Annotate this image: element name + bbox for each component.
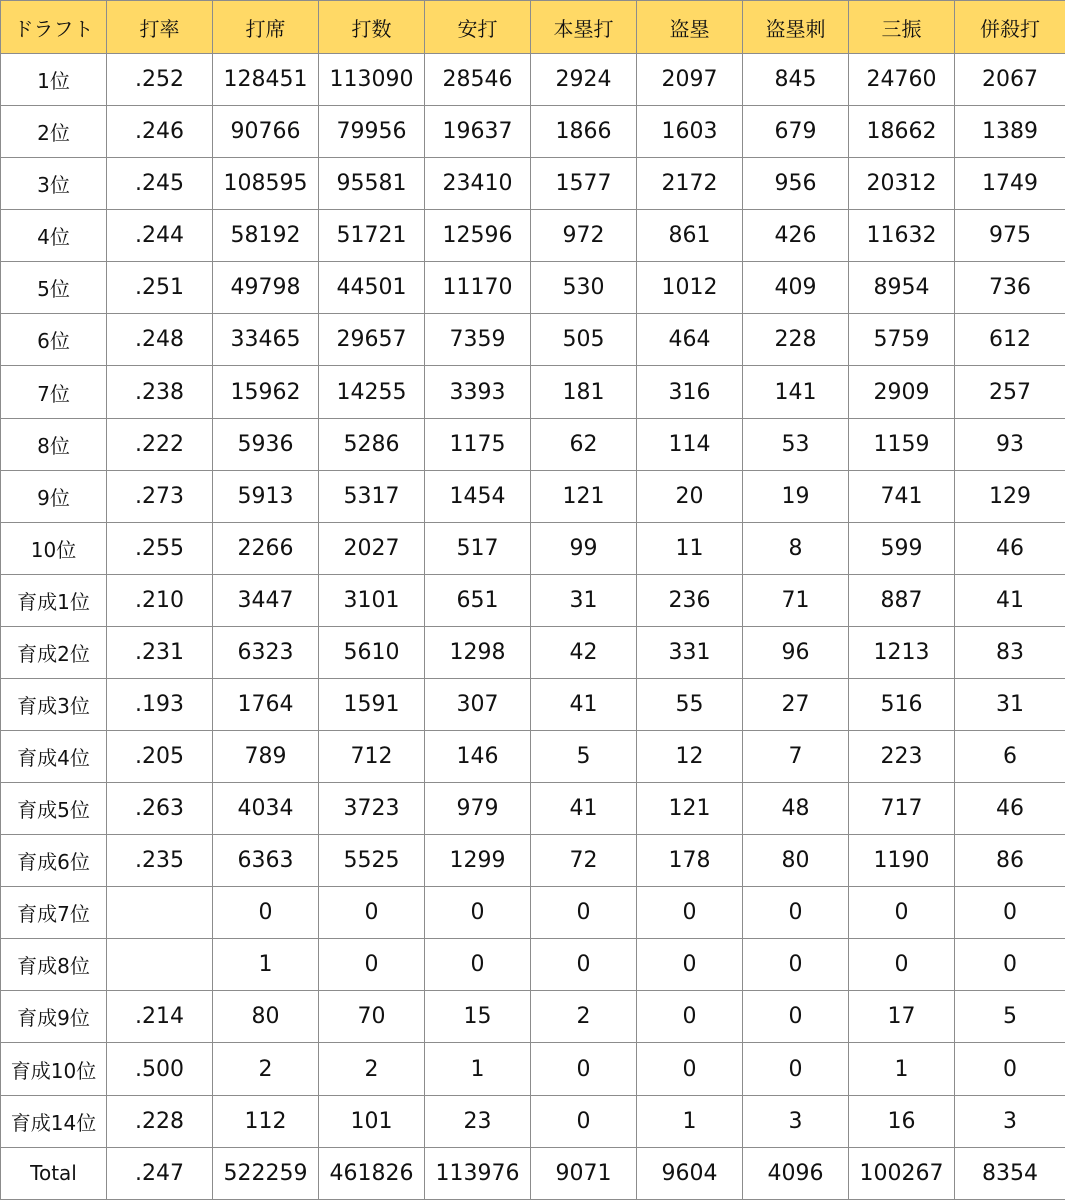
cell-draft-round: 育成8位 [1,939,107,991]
cell-caught-stealing: 27 [743,678,849,730]
cell-stolen-bases: 178 [637,835,743,887]
cell-caught-stealing: 0 [743,1043,849,1095]
cell-hits: 23410 [425,158,531,210]
cell-hits: 651 [425,574,531,626]
cell-hits: 15 [425,991,531,1043]
cell-caught-stealing: 845 [743,54,849,106]
cell-draft-round: 育成14位 [1,1095,107,1147]
table-body [1,54,1065,1200]
table-row [1,262,1065,314]
cell-stolen-bases: 0 [637,939,743,991]
cell-at-bats: 5286 [319,418,425,470]
cell-hits: 0 [425,887,531,939]
cell-batting-average: .222 [107,418,213,470]
cell-at-bats: 95581 [319,158,425,210]
cell-double-plays: 3 [955,1095,1065,1147]
cell-caught-stealing: 8 [743,522,849,574]
cell-at-bats: 44501 [319,262,425,314]
header-at-bats: 打数 [319,1,425,54]
cell-hits: 23 [425,1095,531,1147]
cell-batting-average [107,887,213,939]
table-row [1,314,1065,366]
table-row [1,470,1065,522]
cell-draft-round: Total [1,1147,107,1199]
cell-home-runs: 0 [531,1095,637,1147]
cell-caught-stealing: 53 [743,418,849,470]
cell-plate-appearances: 33465 [213,314,319,366]
cell-strikeouts: 18662 [849,106,955,158]
table-row [1,366,1065,418]
cell-strikeouts: 11632 [849,210,955,262]
cell-hits: 1175 [425,418,531,470]
cell-plate-appearances: 0 [213,887,319,939]
cell-stolen-bases: 2097 [637,54,743,106]
cell-hits: 28546 [425,54,531,106]
cell-home-runs: 0 [531,887,637,939]
header-strikeouts: 三振 [849,1,955,54]
cell-batting-average: .228 [107,1095,213,1147]
cell-plate-appearances: 2266 [213,522,319,574]
cell-double-plays: 86 [955,835,1065,887]
cell-draft-round: 育成4位 [1,731,107,783]
cell-hits: 19637 [425,106,531,158]
cell-batting-average: .245 [107,158,213,210]
cell-home-runs: 2924 [531,54,637,106]
header-home-runs: 本塁打 [531,1,637,54]
cell-hits: 0 [425,939,531,991]
table-row [1,783,1065,835]
total-row [1,1147,1065,1199]
cell-strikeouts: 1213 [849,626,955,678]
cell-home-runs: 41 [531,678,637,730]
cell-hits: 1299 [425,835,531,887]
cell-double-plays: 8354 [955,1147,1065,1199]
table-row [1,522,1065,574]
cell-double-plays: 46 [955,522,1065,574]
cell-batting-average: .247 [107,1147,213,1199]
cell-plate-appearances: 789 [213,731,319,783]
cell-at-bats: 14255 [319,366,425,418]
cell-double-plays: 129 [955,470,1065,522]
cell-double-plays: 5 [955,991,1065,1043]
cell-batting-average [107,939,213,991]
cell-draft-round: 育成6位 [1,835,107,887]
cell-home-runs: 41 [531,783,637,835]
cell-draft-round: 4位 [1,210,107,262]
cell-draft-round: 8位 [1,418,107,470]
cell-plate-appearances: 5913 [213,470,319,522]
cell-draft-round: 育成9位 [1,991,107,1043]
cell-stolen-bases: 236 [637,574,743,626]
cell-stolen-bases: 331 [637,626,743,678]
cell-strikeouts: 516 [849,678,955,730]
cell-strikeouts: 887 [849,574,955,626]
table-row [1,574,1065,626]
table-row [1,54,1065,106]
cell-at-bats: 113090 [319,54,425,106]
table-row [1,887,1065,939]
cell-batting-average: .193 [107,678,213,730]
cell-draft-round: 育成3位 [1,678,107,730]
cell-at-bats: 2027 [319,522,425,574]
cell-stolen-bases: 0 [637,887,743,939]
cell-stolen-bases: 1 [637,1095,743,1147]
cell-plate-appearances: 108595 [213,158,319,210]
cell-at-bats: 70 [319,991,425,1043]
cell-plate-appearances: 49798 [213,262,319,314]
table-row [1,835,1065,887]
cell-double-plays: 1389 [955,106,1065,158]
cell-stolen-bases: 114 [637,418,743,470]
cell-strikeouts: 2909 [849,366,955,418]
table-row [1,991,1065,1043]
cell-stolen-bases: 11 [637,522,743,574]
cell-home-runs: 972 [531,210,637,262]
cell-draft-round: 育成5位 [1,783,107,835]
cell-double-plays: 612 [955,314,1065,366]
cell-strikeouts: 5759 [849,314,955,366]
cell-double-plays: 41 [955,574,1065,626]
cell-caught-stealing: 228 [743,314,849,366]
table-row [1,418,1065,470]
cell-hits: 979 [425,783,531,835]
cell-caught-stealing: 679 [743,106,849,158]
cell-home-runs: 0 [531,939,637,991]
cell-double-plays: 46 [955,783,1065,835]
cell-double-plays: 257 [955,366,1065,418]
cell-caught-stealing: 141 [743,366,849,418]
cell-draft-round: 5位 [1,262,107,314]
cell-double-plays: 0 [955,1043,1065,1095]
cell-plate-appearances: 522259 [213,1147,319,1199]
cell-hits: 1454 [425,470,531,522]
table-row [1,939,1065,991]
cell-strikeouts: 1 [849,1043,955,1095]
cell-caught-stealing: 956 [743,158,849,210]
cell-double-plays: 93 [955,418,1065,470]
cell-hits: 113976 [425,1147,531,1199]
cell-caught-stealing: 19 [743,470,849,522]
cell-stolen-bases: 20 [637,470,743,522]
cell-draft-round: 6位 [1,314,107,366]
cell-plate-appearances: 1764 [213,678,319,730]
cell-home-runs: 1577 [531,158,637,210]
cell-stolen-bases: 1603 [637,106,743,158]
cell-at-bats: 5610 [319,626,425,678]
cell-plate-appearances: 128451 [213,54,319,106]
cell-draft-round: 9位 [1,470,107,522]
cell-batting-average: .238 [107,366,213,418]
table-row [1,678,1065,730]
cell-stolen-bases: 2172 [637,158,743,210]
cell-home-runs: 5 [531,731,637,783]
cell-stolen-bases: 12 [637,731,743,783]
cell-plate-appearances: 58192 [213,210,319,262]
cell-batting-average: .251 [107,262,213,314]
cell-at-bats: 5525 [319,835,425,887]
table-row [1,1095,1065,1147]
cell-strikeouts: 1190 [849,835,955,887]
cell-hits: 3393 [425,366,531,418]
cell-caught-stealing: 96 [743,626,849,678]
cell-strikeouts: 8954 [849,262,955,314]
cell-stolen-bases: 861 [637,210,743,262]
cell-stolen-bases: 1012 [637,262,743,314]
cell-strikeouts: 17 [849,991,955,1043]
cell-at-bats: 0 [319,939,425,991]
cell-double-plays: 83 [955,626,1065,678]
cell-batting-average: .263 [107,783,213,835]
cell-plate-appearances: 3447 [213,574,319,626]
cell-strikeouts: 16 [849,1095,955,1147]
cell-caught-stealing: 0 [743,887,849,939]
cell-double-plays: 1749 [955,158,1065,210]
cell-plate-appearances: 80 [213,991,319,1043]
cell-double-plays: 2067 [955,54,1065,106]
cell-batting-average: .210 [107,574,213,626]
cell-strikeouts: 223 [849,731,955,783]
cell-home-runs: 1866 [531,106,637,158]
cell-batting-average: .235 [107,835,213,887]
cell-at-bats: 3101 [319,574,425,626]
cell-home-runs: 181 [531,366,637,418]
cell-draft-round: 育成7位 [1,887,107,939]
cell-home-runs: 31 [531,574,637,626]
cell-at-bats: 29657 [319,314,425,366]
cell-batting-average: .500 [107,1043,213,1095]
cell-stolen-bases: 9604 [637,1147,743,1199]
cell-plate-appearances: 5936 [213,418,319,470]
cell-strikeouts: 24760 [849,54,955,106]
cell-hits: 11170 [425,262,531,314]
cell-draft-round: 育成2位 [1,626,107,678]
cell-stolen-bases: 464 [637,314,743,366]
cell-plate-appearances: 15962 [213,366,319,418]
cell-draft-round: 2位 [1,106,107,158]
cell-plate-appearances: 90766 [213,106,319,158]
cell-hits: 12596 [425,210,531,262]
cell-batting-average: .273 [107,470,213,522]
cell-draft-round: 10位 [1,522,107,574]
cell-double-plays: 0 [955,939,1065,991]
cell-batting-average: .214 [107,991,213,1043]
cell-home-runs: 121 [531,470,637,522]
cell-hits: 1 [425,1043,531,1095]
cell-hits: 146 [425,731,531,783]
cell-hits: 1298 [425,626,531,678]
cell-caught-stealing: 4096 [743,1147,849,1199]
cell-home-runs: 505 [531,314,637,366]
cell-home-runs: 72 [531,835,637,887]
cell-batting-average: .231 [107,626,213,678]
cell-draft-round: 7位 [1,366,107,418]
cell-caught-stealing: 48 [743,783,849,835]
cell-draft-round: 育成1位 [1,574,107,626]
cell-strikeouts: 100267 [849,1147,955,1199]
header-plate-appearances: 打席 [213,1,319,54]
cell-at-bats: 79956 [319,106,425,158]
header-row [1,1,1065,54]
cell-caught-stealing: 0 [743,939,849,991]
cell-at-bats: 101 [319,1095,425,1147]
cell-caught-stealing: 80 [743,835,849,887]
table-row [1,158,1065,210]
cell-caught-stealing: 409 [743,262,849,314]
cell-strikeouts: 1159 [849,418,955,470]
table-row [1,106,1065,158]
cell-hits: 517 [425,522,531,574]
cell-double-plays: 31 [955,678,1065,730]
cell-double-plays: 975 [955,210,1065,262]
cell-plate-appearances: 2 [213,1043,319,1095]
cell-strikeouts: 0 [849,887,955,939]
cell-strikeouts: 0 [849,939,955,991]
table-row [1,731,1065,783]
cell-at-bats: 461826 [319,1147,425,1199]
table-row [1,210,1065,262]
cell-strikeouts: 717 [849,783,955,835]
cell-caught-stealing: 71 [743,574,849,626]
cell-at-bats: 1591 [319,678,425,730]
table-row [1,626,1065,678]
header-caught-stealing: 盗塁刺 [743,1,849,54]
cell-home-runs: 0 [531,1043,637,1095]
cell-stolen-bases: 0 [637,1043,743,1095]
cell-plate-appearances: 4034 [213,783,319,835]
cell-hits: 307 [425,678,531,730]
cell-stolen-bases: 55 [637,678,743,730]
cell-batting-average: .248 [107,314,213,366]
header-draft: ドラフト [1,1,107,54]
cell-batting-average: .255 [107,522,213,574]
cell-stolen-bases: 121 [637,783,743,835]
cell-draft-round: 1位 [1,54,107,106]
cell-home-runs: 62 [531,418,637,470]
cell-plate-appearances: 6323 [213,626,319,678]
cell-at-bats: 5317 [319,470,425,522]
cell-at-bats: 51721 [319,210,425,262]
cell-at-bats: 712 [319,731,425,783]
cell-home-runs: 99 [531,522,637,574]
cell-plate-appearances: 112 [213,1095,319,1147]
cell-draft-round: 育成10位 [1,1043,107,1095]
cell-at-bats: 0 [319,887,425,939]
cell-home-runs: 9071 [531,1147,637,1199]
cell-home-runs: 2 [531,991,637,1043]
cell-plate-appearances: 1 [213,939,319,991]
table-row [1,1043,1065,1095]
cell-at-bats: 2 [319,1043,425,1095]
cell-strikeouts: 741 [849,470,955,522]
cell-strikeouts: 599 [849,522,955,574]
cell-hits: 7359 [425,314,531,366]
cell-double-plays: 736 [955,262,1065,314]
cell-stolen-bases: 0 [637,991,743,1043]
cell-home-runs: 42 [531,626,637,678]
cell-batting-average: .205 [107,731,213,783]
cell-caught-stealing: 0 [743,991,849,1043]
cell-strikeouts: 20312 [849,158,955,210]
cell-stolen-bases: 316 [637,366,743,418]
header-double-plays: 併殺打 [955,1,1065,54]
cell-plate-appearances: 6363 [213,835,319,887]
header-stolen-bases: 盗塁 [637,1,743,54]
header-batting-average: 打率 [107,1,213,54]
cell-caught-stealing: 426 [743,210,849,262]
cell-caught-stealing: 3 [743,1095,849,1147]
cell-home-runs: 530 [531,262,637,314]
cell-draft-round: 3位 [1,158,107,210]
cell-double-plays: 6 [955,731,1065,783]
cell-batting-average: .244 [107,210,213,262]
cell-double-plays: 0 [955,887,1065,939]
cell-at-bats: 3723 [319,783,425,835]
header-hits: 安打 [425,1,531,54]
cell-caught-stealing: 7 [743,731,849,783]
cell-batting-average: .252 [107,54,213,106]
cell-batting-average: .246 [107,106,213,158]
